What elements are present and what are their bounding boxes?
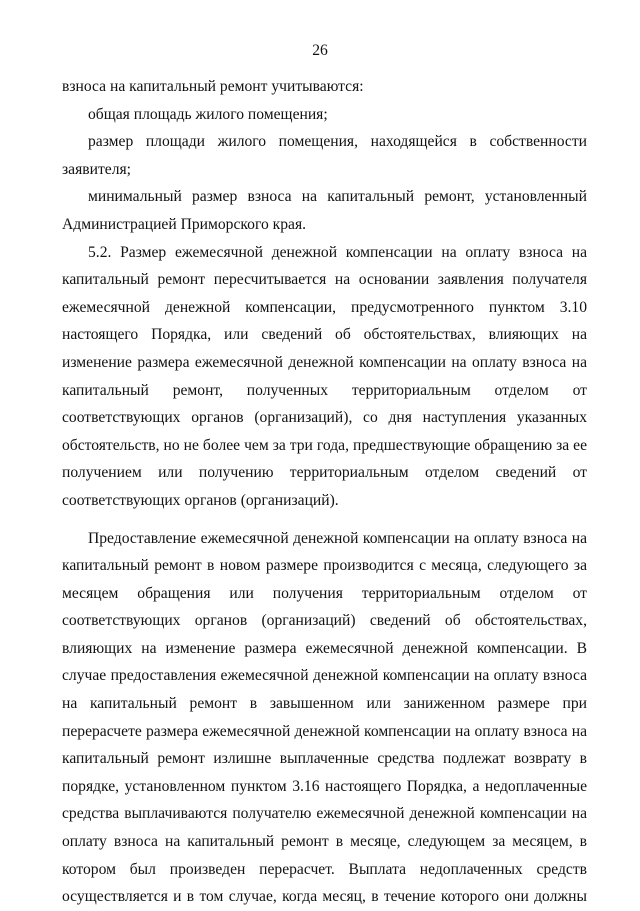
text-line: порядке, установленном пунктом 3.16 настоящего Порядка, а недоплаченные	[62, 777, 587, 795]
text-line: капитальный ремонт излишне выплаченные средства подлежат возврату в	[62, 750, 587, 768]
document-body	[62, 73, 587, 911]
text-line: капитальный ремонт пересчитывается на основании заявления получателя	[62, 271, 587, 289]
text-line: Предоставление ежемесячной денежной компенсации на оплату взноса на	[88, 529, 587, 547]
text-line: ежемесячной денежной компенсации, предусмотренного пунктом 3.10	[62, 298, 587, 316]
text-line: месяцем обращения или получения территориальным отделом от	[62, 584, 587, 602]
text-line: получением или получению территориальным отделом сведений от	[62, 464, 587, 482]
text-line: соответствующих органов (организаций).	[62, 491, 339, 509]
text-line: соответствующих органов (организаций), со дня наступления указанных	[62, 409, 587, 427]
page-number: 26	[312, 42, 328, 59]
text-line: 5.2. Размер ежемесячной денежной компенсации на оплату взноса на	[88, 243, 587, 261]
text-line: взноса на капитальный ремонт учитываются:	[62, 78, 364, 95]
text-line: капитальный ремонт, полученных территориальным отделом от	[62, 381, 587, 399]
paragraph-gap	[62, 515, 587, 525]
text-line: капитальный ремонт в новом размере производится с месяца, следующего за	[62, 557, 587, 575]
text-line: заявителя;	[62, 160, 131, 178]
text-line: настоящего Порядка, или сведений об обстоятельствах, влияющих на	[62, 326, 587, 344]
text-line: оплату взноса на капитальный ремонт в месяце, следующем за месяцем, в	[62, 833, 587, 851]
text-line: размер площади жилого помещения, находящейся в собственности	[88, 133, 587, 151]
text-line: соответствующих органов (организаций) сведений об обстоятельствах,	[62, 612, 587, 630]
text-line: обстоятельств, но не более чем за три года, предшествующие обращению за ее	[62, 436, 587, 454]
text-line: изменение размера ежемесячной денежной компенсации на оплату взноса на	[62, 353, 587, 371]
text-line: осуществляется и в том случае, когда месяц, в течение которого они должны	[62, 888, 587, 906]
text-line: Администрацией Приморского края.	[62, 215, 307, 233]
text-line: влияющих на изменение размера ежемесячной денежной компенсации. В	[62, 639, 587, 657]
text-line: случае предоставления ежемесячной денежной компенсации на оплату взноса	[62, 667, 587, 685]
text-line: минимальный размер взноса на капитальный ремонт, установленный	[88, 188, 587, 206]
text-line: общая площадь жилого помещения;	[88, 105, 328, 123]
text-line: средства выплачиваются получателю ежемесячной денежной компенсации на	[62, 805, 587, 823]
text-line: на капитальный ремонт в завышенном или заниженном размере при	[62, 695, 587, 713]
text-line: перерасчете размера ежемесячной денежной компенсации на оплату взноса на	[62, 722, 587, 740]
text-line: котором был произведен перерасчет. Выплата недоплаченных средств	[62, 860, 587, 878]
